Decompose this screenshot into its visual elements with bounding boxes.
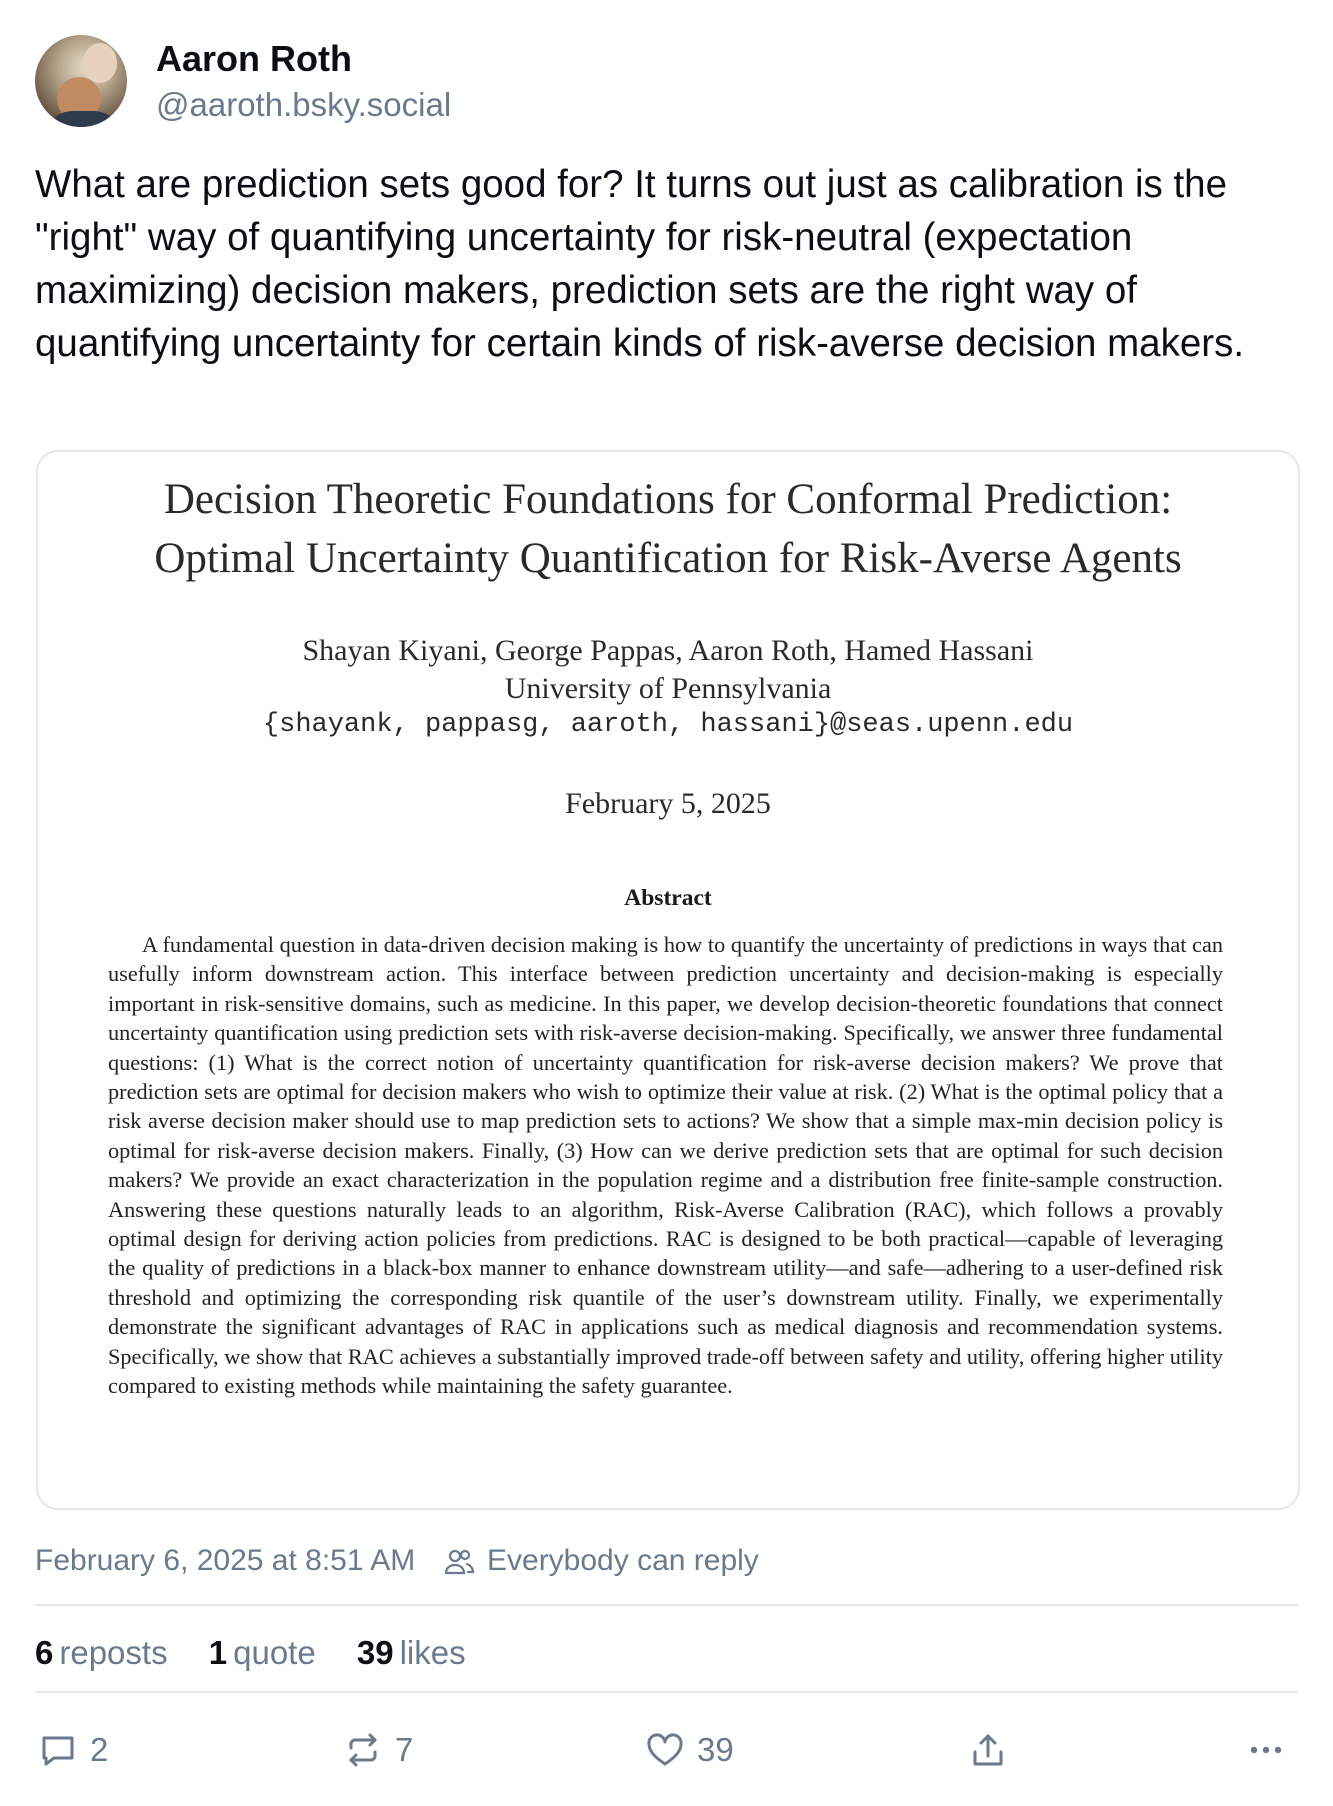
more-options-button[interactable] [1246,1728,1298,1772]
repost-count: 7 [395,1731,414,1768]
divider [35,1604,1298,1606]
abstract-heading: Abstract [624,885,712,911]
avatar-child-figure [83,43,117,83]
author-name[interactable]: Aaron Roth [156,38,352,79]
paper-authors: Shayan Kiyani, George Pappas, Aaron Roth, Hamed Hassani [302,634,1034,667]
likes-label: likes [399,1634,466,1671]
reply-count: 2 [90,1731,109,1768]
reposts-count: 6 [35,1634,54,1671]
heart-icon [645,1730,685,1770]
reposts-label: reposts [59,1634,168,1671]
avatar-shirt [43,111,123,127]
ellipsis-icon [1246,1730,1286,1770]
post-timestamp[interactable]: February 6, 2025 at 8:51 AM [35,1544,416,1577]
quotes-count: 1 [208,1634,228,1671]
quotes-stat[interactable] [209,1634,316,1672]
author-handle[interactable]: @aaroth.bsky.social [156,86,452,123]
divider [35,1691,1298,1693]
post-text: What are prediction sets good for? It turns out just as calibration is the "right" way of quantifying uncertainty for risk-neutral (expectation maximizing) decision makers, prediction sets are the right way of quantifying uncertainty for certain kinds of risk-averse decision makers. [35,163,1245,365]
like-count: 39 [697,1731,734,1768]
paper-date: February 5, 2025 [565,787,771,820]
share-upload-icon [968,1730,1008,1770]
engagement-stats [35,1634,498,1672]
paper-emails: {shayank, pappasg, aaroth, hassani}@seas.upenn.edu [262,710,1074,740]
likes-count: 39 [356,1634,394,1671]
paper-title-line-1: Decision Theoretic Foundations for Conformal Prediction: [163,476,1173,523]
speech-bubble-icon [38,1730,78,1770]
quotes-label: quote [233,1634,316,1671]
like-button[interactable] [645,1728,734,1772]
repost-button[interactable] [343,1728,413,1772]
reply-button[interactable] [38,1728,108,1772]
paper-title-line-2: Optimal Uncertainty Quantification for Risk-Averse Agents [154,535,1182,582]
paper-title [38,470,1298,588]
embedded-image[interactable] [36,450,1300,1510]
people-icon [443,1546,475,1578]
reply-setting[interactable]: Everybody can reply [487,1544,759,1577]
likes-stat[interactable] [357,1634,466,1672]
avatar[interactable] [35,35,127,127]
paper-affiliation: University of Pennsylvania [504,672,832,705]
share-button[interactable] [968,1728,1020,1772]
paper-screenshot [38,452,1298,1508]
abstract-body: A fundamental question in data-driven decision making is how to quantify the uncertainty of predictions in ways that can usefully inform downstream action. This interface between prediction uncertainty and decision-making is especially important in risk-sensitive domains, such as medicine. In this paper, we develop decision-theoretic foundations that connect uncertainty quantification using prediction sets with risk-averse decision-making. Specifically, we answer three fundamental questions: (1) What is the correct notion of uncertainty quantification for risk-averse decision makers? We prove that prediction sets are optimal for decision makers who wish to optimize their value at risk. (2) What is the optimal policy that a risk averse decision maker should use to map prediction sets to actions? We show that a simple max-min decision policy is optimal for risk-averse decision makers. Finally, (3) How can we derive prediction sets that are optimal for such decision makers? We provide an exact characterization in the population regime and a distribution free finite-sample construction. Answering these questions naturally leads to an algorithm, Risk-Averse Calibration (RAC), which follows a provably optimal design for deriving action policies from predictions. RAC is designed to be both practical—capable of leveraging the quality of predictions in a black-box manner to enhance downstream utility—and safe—adhering to a user-defined risk threshold and optimizing the corresponding risk quantile of the user’s downstream utility. Finally, we experimentally demonstrate the significant advantages of RAC in applications such as medical diagnosis and recommendation systems. Specifically, we show that RAC achieves a substantially improved trade-off between safety and utility, offering higher utility compared to existing methods while maintaining the safety guarantee. [108,932,1223,1399]
paper-authors-block [38,632,1298,708]
reposts-stat[interactable] [35,1634,168,1672]
repost-arrows-icon [343,1730,383,1770]
